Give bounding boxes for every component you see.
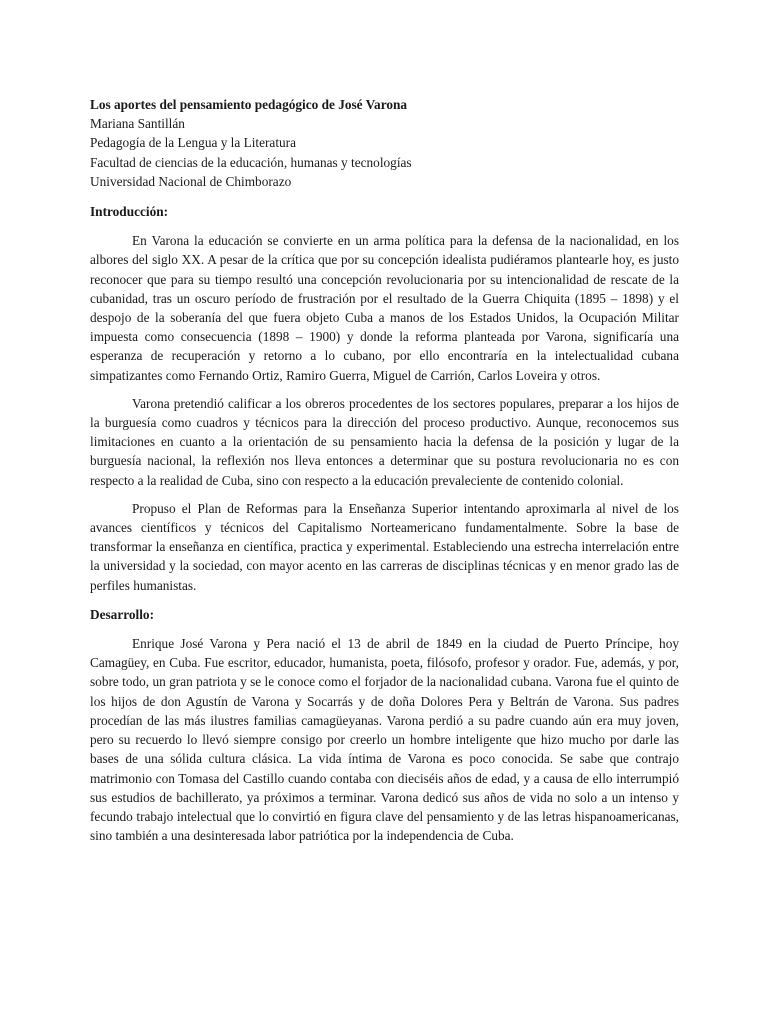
document-title: Los aportes del pensamiento pedagógico de José Varona [90, 97, 408, 112]
development-paragraph: Enrique José Varona y Pera nació el 13 de abril de 1849 en la ciudad de Puerto Príncipe, hoy Camagüey, en Cuba. Fue escritor, educador, humanista, poeta, filósofo, profesor y orador. Fue, además, y por, sobre todo, un gran patriota y se le conoce como el forjador de la nacionalidad cubana. Varona fue el quinto de los hijos de don Agustín de Varona y Socarrás y de doña Dolores Pera y Beltrán de Varona. Sus padres procedían de las más ilustres familias camagüeyanas. Varona perdió a su padre cuando aún era muy joven, pero su recuerdo lo llevó siempre consigo por creerlo un hombre inteligente que hizo mucho por darle las bases de una sólida cultura clásica. La vida íntima de Varona es poco conocida. Se sabe que contrajo matrimonio con Tomasa del Castillo cuando contaba con dieciséis años de edad, y a causa de ello interrumpió sus estudios de bachillerato, ya próximos a terminar. Varona dedicó sus años de vida no solo a un intenso y fecundo trabajo intelectual que lo convirtió en figura clave del pensamiento y de las letras hispanoamericanas, sino también a una desinteresada labor patriótica por la independencia de Cuba. [90, 636, 679, 844]
introduction-heading: Introducción: [90, 204, 169, 220]
introduction-section [90, 202, 679, 595]
document-header [90, 95, 679, 191]
development-heading: Desarrollo: [90, 606, 155, 622]
introduction-paragraph: Propuso el Plan de Reformas para la Enseñanza Superior intentando aproximarla al nivel de los avances científicos y técnicos del Capitalismo Norteamericano fundamentalmente. Sobre la base de transformar la enseñanza en científica, practica y experimental. Estableciendo una estrecha interrelación entre la universidad y la sociedad, con mayor acento en las carreras de disciplinas técnicas y en menor grado las de perfiles humanistas. [90, 500, 679, 593]
university-name: Universidad Nacional de Chimborazo [90, 173, 292, 189]
faculty-name: Facultad de ciencias de la educación, humanas y tecnologías [90, 154, 412, 170]
development-section [90, 605, 679, 845]
author-name: Mariana Santillán [90, 116, 185, 132]
introduction-paragraph: En Varona la educación se convierte en un arma política para la defensa de la nacionalidad, en los albores del siglo XX. A pesar de la crítica que por su concepción idealista pudiéramos plantearle hoy, es justo reconocer que para su tiempo resultó una concepción revolucionaria por su intencionalidad de rescate de la cubanidad, tras un oscuro período de frustración por el resultado de la Guerra Chiquita (1895 – 1898) y el despojo de la soberanía del que fuera objeto Cuba a manos de los Estados Unidos, la Ocupación Militar impuesta como consecuencia (1898 – 1900) y donde la reforma planteada por Varona, significaría una esperanza de recuperación y retorno a lo cubano, por ello encontraría en la intelectualidad cubana simpatizantes como Fernando Ortiz, Ramiro Guerra, Miguel de Carrión, Carlos Loveira y otros. [90, 233, 679, 383]
introduction-paragraph: Varona pretendió calificar a los obreros procedentes de los sectores populares, preparar a los hijos de la burguesía como cuadros y técnicos para la dirección del proceso productivo. Aunque, reconocemos sus limitaciones en cuanto a la orientación de su pensamiento hacia la defensa de la posición y lugar de la burguesía nacional, la reflexión nos lleva entonces a determinar que su postura revolucionaria no es con respecto a la realidad de Cuba, sino con respecto a la educación prevaleciente de contenido colonial. [90, 395, 679, 488]
program-name: Pedagogía de la Lengua y la Literatura [90, 135, 297, 151]
document-page [90, 95, 679, 854]
